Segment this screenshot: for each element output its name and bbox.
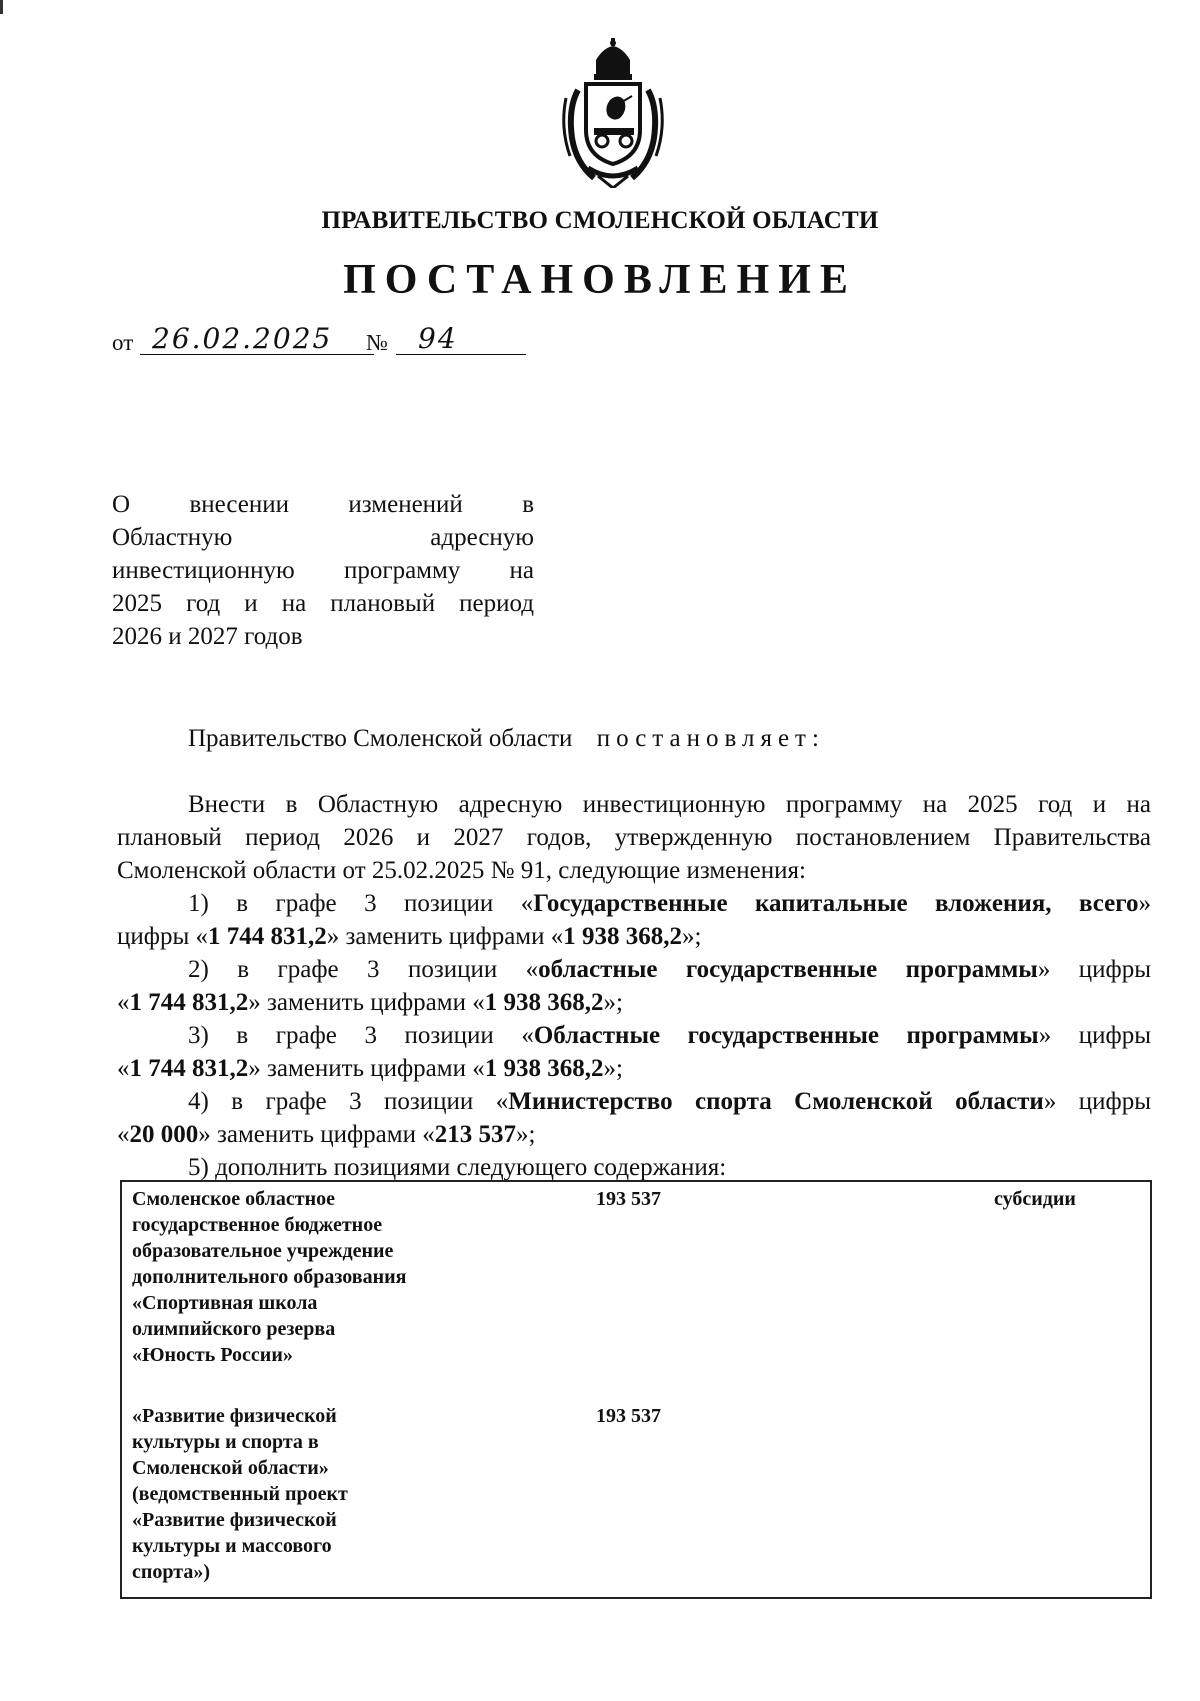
change-item-2-new-value: 1 938 368,2 [484,989,604,1016]
intro-line: Внести в Областную адресную инвестиционную программу на 2025 год и на [188,791,1151,818]
change-item-3-line-1: 3) в графе 3 позиции «Областные государственные программы» цифры [188,1022,1151,1049]
change-item-3-old-value: 1 744 831,2 [129,1055,249,1082]
intro-line: плановый период 2026 и 2027 годов, утвержденную постановлением Правительства [117,824,1151,851]
change-item-1-position: Государственные капитальные вложения, всего [533,890,1139,917]
change-item-1-line-2: цифры «1 744 831,2» заменить цифрами «1 938 368,2»; [117,923,702,950]
change-item-1-line-1: 1) в графе 3 позиции «Государственные капитальные вложения, всего» [188,890,1151,917]
change-item-2-old-value: 1 744 831,2 [129,989,249,1016]
coat-of-arms-icon [558,38,668,188]
document-type-title: ПОСТАНОВЛЕНИЕ [343,257,857,303]
change-item-3-line-2: «1 744 831,2» заменить цифрами «1 938 368,2»; [117,1055,623,1082]
number-label: № [366,330,388,355]
table-row-2-value: 193 537 [596,1405,661,1427]
table-row-1-value: 193 537 [596,1188,661,1210]
change-item-2-line-2: «1 744 831,2» заменить цифрами «1 938 368,2»; [117,989,623,1016]
table-row-1-type: субсидии [994,1188,1076,1210]
change-item-4-new-value: 213 537 [434,1121,516,1148]
change-item-4-line-2: «20 000» заменить цифрами «213 537»; [117,1121,536,1148]
subject-line: инвестиционную программу на [112,557,534,584]
change-item-4-position: Министерство спорта Смоленской области [508,1088,1044,1115]
organization-title: ПРАВИТЕЛЬСТВО СМОЛЕНСКОЙ ОБЛАСТИ [321,207,879,234]
number-underline [396,354,526,355]
intro-paragraph [117,788,1151,887]
positions-table [120,1180,1152,1599]
table-row-2-name: «Развитие физической культуры и спорта в Смоленской области» (ведомственный проект «Развитие физической культуры и массового спорта») [132,1405,348,1583]
change-item-4-old-value: 20 000 [129,1121,199,1148]
change-item-4-line-1: 4) в графе 3 позиции «Министерство спорта Смоленской области» цифры [188,1088,1151,1115]
date-from-label: от [112,330,134,355]
change-item-2-line-1: 2) в графе 3 позиции «областные государственные программы» цифры [188,956,1151,983]
handwritten-date: 26.02.2025 [152,322,333,355]
resolving-clause [117,722,1151,755]
table-row-1-name: Смоленское областное государственное бюджетное образовательное учреждение дополнительного образования «Спортивная школа олимпийского резерва «Юность России» [132,1188,407,1366]
change-item-3-position: Областные государственные программы [533,1022,1039,1049]
subject-line: О внесении изменений в [112,491,534,518]
handwritten-number: 94 [418,322,458,355]
subject-line: 2026 и 2027 годов [112,623,303,650]
change-item-5: 5) дополнить позициями следующего содержания: [188,1154,727,1181]
subject-line: 2025 год и на плановый период [112,590,534,617]
subject-line: Областную адресную [112,524,534,551]
scan-edge-mark [0,0,3,14]
change-item-1-old-value: 1 744 831,2 [208,923,327,950]
change-item-1-new-value: 1 938 368,2 [563,923,682,950]
intro-line: Смоленской области от 25.02.2025 № 91, следующие изменения: [117,857,806,884]
change-item-2-position: областные государственные программы [538,956,1038,983]
change-items [117,887,1151,1184]
resolving-subject: Правительство Смоленской области [188,725,573,752]
document-subject [112,488,534,653]
resolving-verb: постановляет: [596,725,825,752]
change-item-3-new-value: 1 938 368,2 [484,1055,604,1082]
